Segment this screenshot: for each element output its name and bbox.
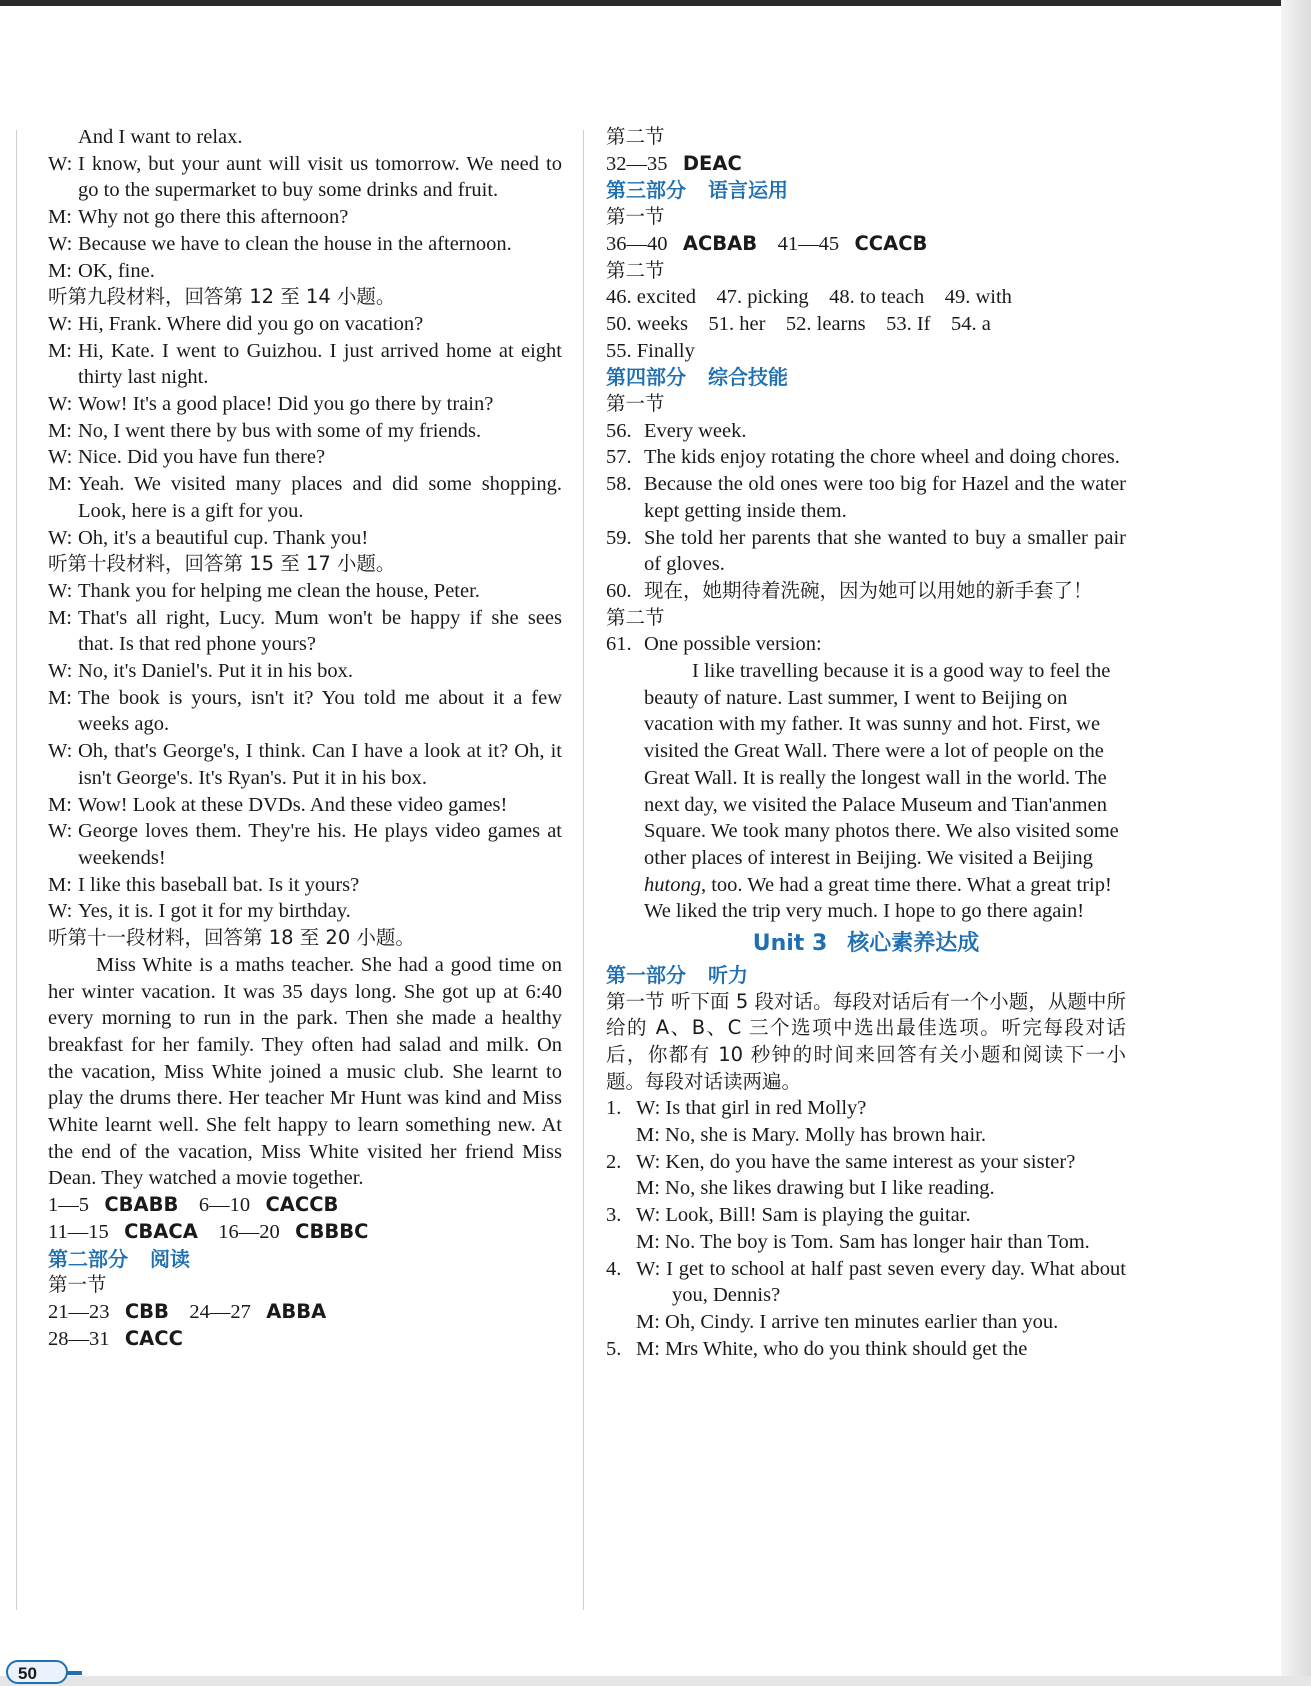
speaker-label: M: <box>48 686 72 709</box>
scan-right-edge <box>1281 0 1311 1686</box>
item-number: 58. <box>606 473 632 496</box>
subsection-heading: 第一节 <box>606 205 665 229</box>
dialog-text: George loves them. They're his. He plays video games at weekends! <box>78 820 562 869</box>
dialog-line <box>48 311 562 338</box>
dialog-item <box>606 1149 1126 1202</box>
item-number: 4. <box>606 1257 622 1280</box>
answer-range: 1—5 <box>48 1194 89 1217</box>
dialog-text: Nice. Did you have fun there? <box>78 446 326 469</box>
dialog-10 <box>48 578 562 925</box>
answer-key: CACC <box>124 1326 183 1350</box>
item-number: 61. <box>606 633 632 656</box>
answer-key: CCACB <box>854 231 928 255</box>
dialog-line <box>48 525 562 552</box>
dialog-text: Hi, Kate. I went to Guizhou. I just arrived home at eight thirty last night. <box>78 339 562 389</box>
unit3-dialogs <box>606 1095 1126 1362</box>
dialog-text: Thank you for helping me clean the house, Peter. <box>78 579 480 602</box>
part-title: 语言运用 <box>708 178 788 203</box>
dialog-body <box>636 1256 1126 1336</box>
dialog-line <box>48 578 562 605</box>
dialog-item <box>606 1336 1126 1363</box>
fill-in-answers: 46. excited 47. picking 48. to teach 49. with <box>606 286 1012 309</box>
subsection-heading: 第二节 <box>606 258 665 282</box>
speaker-label: M: <box>48 473 72 496</box>
dialog-line <box>48 124 562 151</box>
unit-title-text: 核心素养达成 <box>847 931 980 957</box>
answer-row <box>48 1192 562 1219</box>
answer-key: CBBBC <box>295 1219 369 1243</box>
speaker-label: W: <box>48 312 73 335</box>
dialog-text: Because we have to clean the house in the afternoon. <box>78 232 512 255</box>
listening-passage: Miss White is a maths teacher. She had a good time on her winter vacation. It was 35 days long. She got up at 6:40 every morning to run in the park. Then she made a healthy breakfast for her family. They often had salad and milk. On the vacation, Miss White joined a music club. She learnt to play the drums there. Her teacher Mr Hunt was kind and Miss White learnt well. She felt happy to learn something new. At the end of the vacation, Miss White visited her friend Miss Dean. They watched a movie together. <box>48 953 562 1190</box>
section-heading-10: 听第十段材料，回答第 15 至 17 小题。 <box>48 552 396 576</box>
part-label: 第四部分 <box>606 365 686 390</box>
part-label: 第二部分 <box>48 1246 128 1271</box>
answer-range: 24—27 <box>189 1300 251 1323</box>
speaker-label: M: <box>48 873 72 896</box>
item-number: 56. <box>606 419 632 442</box>
speaker-label: M: <box>48 259 72 282</box>
part-3-heading <box>606 177 1126 204</box>
answer-range: 32—35 <box>606 152 668 175</box>
item-text: One possible version: <box>644 633 822 656</box>
dialog-text: Oh, it's a beautiful cup. Thank you! <box>78 526 369 549</box>
essay-text: I like travelling because it is a good way to feel the beauty of nature. Last summer, I went to Beijing on vacation with my father. It was sunny and hot. First, we visited the Great Wall. There were a lot of people on the Great Wall. It is really the longest wall in the world. The next day, we visited the Palace Museum and Tian'anmen Square. We took many photos there. We also visited some other places of interest in Beijing. We visited a Beijing <box>644 660 1119 869</box>
part-label: 第三部分 <box>606 178 686 203</box>
unit-label: Unit 3 <box>752 931 828 957</box>
answer-key: CBABB <box>104 1193 179 1217</box>
answer-row <box>606 231 1126 258</box>
dialog-line <box>48 204 562 231</box>
dialog-line <box>48 391 562 418</box>
speaker-label: W: <box>48 660 73 683</box>
speaker-label: M: <box>48 793 72 816</box>
instructions: 第一节 听下面 5 段对话。每段对话后有一个小题，从题中所给的 A、B、C 三个选项中选出最佳选项。听完每段对话后，你都有 10 秒钟的时间来回答有关小题和阅读下一小题。每段对话读两遍。 <box>606 989 1126 1093</box>
part-1-heading <box>606 962 1126 989</box>
answer-row <box>48 1326 562 1353</box>
subsection-heading: 第二节 <box>606 605 665 629</box>
dialog-line: W: Is that girl in red Molly? <box>636 1097 867 1120</box>
page-number-badge <box>6 1660 68 1684</box>
essay-text: , too. We had a great time there. What a great trip! We liked the trip very much. I hope to go there again! <box>644 873 1112 923</box>
dialog-line <box>48 872 562 899</box>
part-4-heading <box>606 364 1126 391</box>
dialog-line <box>48 898 562 925</box>
dialog-line <box>48 258 562 285</box>
dialog-line: M: No, she likes drawing but I like reading. <box>636 1177 995 1200</box>
speaker-label: M: <box>48 606 72 629</box>
speaker-label: M: <box>48 206 72 229</box>
dialog-item <box>606 1095 1126 1148</box>
dialog-line <box>48 231 562 258</box>
answer-range: 11—15 <box>48 1220 109 1243</box>
item-text: 现在，她期待着洗碗，因为她可以用她的新手套了！ <box>644 578 1093 602</box>
subsection-heading: 第一节 <box>48 1273 107 1297</box>
answer-range: 16—20 <box>218 1220 280 1243</box>
dialog-line <box>48 151 562 204</box>
dialog-text: No, I went there by bus with some of my friends. <box>78 419 482 442</box>
dialog-body <box>636 1095 1126 1148</box>
answer-key: DEAC <box>682 151 742 175</box>
part-label: 第一部分 <box>606 962 686 987</box>
answer-row <box>48 1219 562 1246</box>
answer-key: ACBAB <box>682 231 758 255</box>
left-margin-rule <box>16 130 17 1610</box>
answer-item <box>606 578 1126 605</box>
answer-row <box>48 1299 562 1326</box>
speaker-label: W: <box>48 579 73 602</box>
dialog-line: W: Ken, do you have the same interest as your sister? <box>636 1150 1076 1173</box>
dialog-item <box>606 1256 1126 1336</box>
dialog-text: No, it's Daniel's. Put it in his box. <box>78 660 354 683</box>
column-divider <box>583 130 584 1610</box>
dialog-text: I like this baseball bat. Is it yours? <box>78 873 360 896</box>
answer-key: CBB <box>124 1299 169 1323</box>
answer-row <box>606 151 1126 178</box>
answer-key: ABBA <box>266 1299 327 1323</box>
fill-in-answers: 50. weeks 51. her 52. learns 53. If 54. a <box>606 312 991 335</box>
answer-range: 21—23 <box>48 1300 110 1323</box>
dialog-line <box>48 418 562 445</box>
fill-in-answers: 55. Finally <box>606 339 695 362</box>
dialog-text: Hi, Frank. Where did you go on vacation? <box>78 312 424 335</box>
answer-item <box>606 631 1126 658</box>
dialog-text: And I want to relax. <box>78 126 243 148</box>
item-number: 3. <box>606 1204 622 1227</box>
speaker-label: W: <box>48 900 73 923</box>
dialog-line: W: Look, Bill! Sam is playing the guitar. <box>636 1204 971 1227</box>
item-text: Because the old ones were too big for Hazel and the water kept getting inside them. <box>644 473 1126 522</box>
dialog-continuation <box>48 124 562 284</box>
dialog-item <box>606 1202 1126 1255</box>
item-number: 5. <box>606 1337 622 1360</box>
dialog-9 <box>48 311 562 551</box>
dialog-text: Wow! Look at these DVDs. And these video games! <box>78 793 508 816</box>
answer-item <box>606 525 1126 578</box>
answer-key: CACCB <box>265 1193 339 1217</box>
speaker-label: W: <box>48 526 73 549</box>
dialog-line <box>48 444 562 471</box>
subsection-heading: 第二节 <box>606 125 665 148</box>
answer-item <box>606 471 1126 524</box>
dialog-line <box>48 685 562 738</box>
dialog-body <box>636 1202 1126 1255</box>
dialog-text: I know, but your aunt will visit us tomorrow. We need to go to the supermarket to buy some drinks and fruit. <box>78 152 562 202</box>
dialog-line <box>48 792 562 819</box>
answer-item <box>606 444 1126 471</box>
answer-key: CBACA <box>124 1219 198 1243</box>
scan-top-edge <box>0 0 1311 6</box>
dialog-line <box>48 738 562 791</box>
section-heading-9: 听第九段材料，回答第 12 至 14 小题。 <box>48 285 396 309</box>
dialog-line: M: Mrs White, who do you think should get the <box>636 1337 1028 1360</box>
dialog-body <box>636 1149 1126 1202</box>
part-title: 综合技能 <box>708 365 788 390</box>
item-number: 2. <box>606 1150 622 1173</box>
dialog-body <box>636 1336 1126 1363</box>
dialog-text: That's all right, Lucy. Mum won't be happy if she sees that. Is that red phone yours? <box>78 606 562 656</box>
essay-italic-word: hutong <box>644 873 701 896</box>
dialog-line: W: I get to school at half past seven every day. What about you, Dennis? <box>636 1257 1126 1307</box>
part-title: 听力 <box>708 962 748 987</box>
page-number: 50 <box>18 1664 37 1683</box>
item-number: 59. <box>606 526 632 549</box>
dialog-line <box>48 605 562 658</box>
item-text: She told her parents that she wanted to buy a smaller pair of gloves. <box>644 526 1126 576</box>
left-column <box>48 124 562 1352</box>
scan-bottom-edge <box>0 1676 1311 1686</box>
dialog-line: M: No, she is Mary. Molly has brown hair. <box>636 1124 986 1147</box>
dialog-line <box>48 818 562 871</box>
right-column <box>606 124 1126 1362</box>
dialog-line <box>48 658 562 685</box>
part-2-heading <box>48 1246 562 1273</box>
speaker-label: W: <box>48 446 73 469</box>
speaker-label: M: <box>48 339 72 362</box>
dialog-line: M: Oh, Cindy. I arrive ten minutes earlier than you. <box>636 1310 1059 1333</box>
dialog-line <box>48 471 562 524</box>
model-essay <box>606 658 1126 925</box>
dialog-text: The book is yours, isn't it? You told me about it a few weeks ago. <box>78 686 562 736</box>
subsection-heading: 第一节 <box>606 392 665 416</box>
item-number: 1. <box>606 1097 622 1120</box>
item-number: 60. <box>606 579 632 602</box>
dialog-line: M: No. The boy is Tom. Sam has longer hair than Tom. <box>636 1230 1090 1253</box>
speaker-label <box>48 124 78 151</box>
dialog-text: OK, fine. <box>78 259 155 282</box>
answer-item <box>606 418 1126 445</box>
answer-range: 28—31 <box>48 1327 110 1350</box>
dialog-text: Oh, that's George's, I think. Can I have a look at it? Oh, it isn't George's. It's Ryan's. Put it in his box. <box>78 740 562 789</box>
answer-range: 6—10 <box>198 1194 251 1217</box>
section-heading-11: 听第十一段材料，回答第 18 至 20 小题。 <box>48 926 415 950</box>
answer-range: 41—45 <box>777 232 840 255</box>
dialog-text: Wow! It's a good place! Did you go there by train? <box>78 393 494 416</box>
speaker-label: W: <box>48 152 73 175</box>
dialog-text: Why not go there this afternoon? <box>78 206 349 229</box>
part-title: 阅读 <box>150 1246 190 1271</box>
answer-range: 36—40 <box>606 232 668 255</box>
dialog-text: Yeah. We visited many places and did some shopping. Look, here is a gift for you. <box>78 473 562 522</box>
speaker-label: W: <box>48 232 73 255</box>
speaker-label: M: <box>48 419 72 442</box>
unit-title <box>606 931 1126 958</box>
item-text: Every week. <box>644 419 747 442</box>
item-number: 57. <box>606 446 632 469</box>
item-text: The kids enjoy rotating the chore wheel and doing chores. <box>644 446 1120 469</box>
dialog-text: Yes, it is. I got it for my birthday. <box>78 900 351 923</box>
page-number-decoration <box>66 1671 82 1675</box>
speaker-label: W: <box>48 820 73 843</box>
speaker-label: W: <box>48 393 73 416</box>
dialog-line <box>48 338 562 391</box>
speaker-label: W: <box>48 740 73 763</box>
